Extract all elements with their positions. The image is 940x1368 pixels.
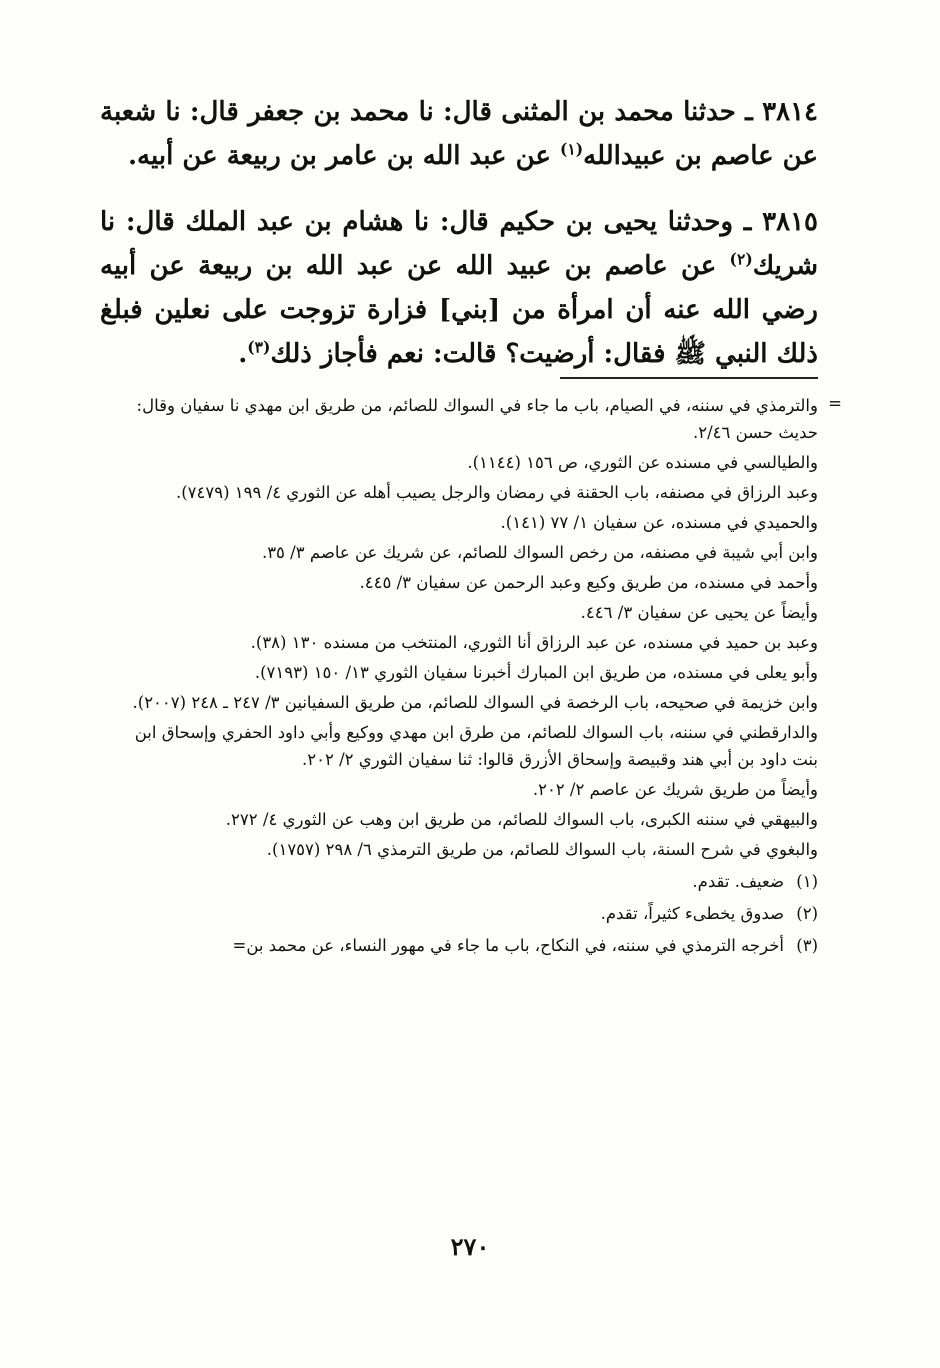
hadith-text: ـ وحدثنا يحيى بن حكيم قال: نا هشام بن عبد الملك قال: نا شريك bbox=[100, 207, 818, 281]
page-number: ٢٧٠ bbox=[450, 1232, 490, 1261]
source-entry: والدارقطني في سننه، باب السواك للصائم، من طرق ابن مهدي ووكيع وأبي داود الحفري وإسحاق ابن بنت داود بن أبي هند وقبيصة وإسحاق الأزرق قالوا: ثنا سفيان الثوري ٢/ ٢٠٢. bbox=[134, 723, 818, 769]
footnote-number: (٢) bbox=[796, 904, 818, 923]
footnote-text: ضعيف. تقدم. bbox=[692, 872, 784, 891]
footnotes-area bbox=[104, 392, 842, 962]
hadith-3815 bbox=[100, 200, 818, 376]
footnote-item bbox=[104, 898, 818, 930]
source-entry: وأيضاً من طريق شريك عن عاصم ٢/ ٢٠٢. bbox=[532, 780, 818, 799]
footnote-list bbox=[104, 866, 818, 962]
hadith-text: ـ حدثنا محمد بن المثنى قال: نا محمد بن جعفر قال: نا شعبة عن عاصم بن عبيدالله bbox=[100, 97, 818, 171]
footnote-text: صدوق يخطىء كثيراً، تقدم. bbox=[600, 904, 784, 923]
source-entry: وأحمد في مسنده، من طريق وكيع وعبد الرحمن عن سفيان ٣/ ٤٤٥. bbox=[359, 573, 818, 592]
hadith-3814 bbox=[100, 90, 818, 178]
footnote-ref[interactable]: (٢) bbox=[729, 249, 753, 269]
footnote-ref[interactable]: (١) bbox=[559, 139, 584, 159]
hadith-text-end: . bbox=[238, 339, 248, 369]
hadith-number: ٣٨١٤ bbox=[762, 97, 818, 127]
source-entry: والترمذي في سننه، في الصيام، باب ما جاء في السواك للصائم، من طريق ابن مهدي نا سفيان وقال: حديث حسن ٢/٤٦. bbox=[136, 396, 818, 442]
source-entry: وابن أبي شيبة في مصنفه، من رخص السواك للصائم، عن شريك عن عاصم ٣/ ٣٥. bbox=[261, 543, 818, 562]
footnote-separator bbox=[560, 377, 818, 379]
source-entry: وأيضاً عن يحيى عن سفيان ٣/ ٤٤٦. bbox=[580, 603, 818, 622]
source-entry: وعبد بن حميد في مسنده، عن عبد الرزاق أنا الثوري، المنتخب من مسنده ١٣٠ (٣٨). bbox=[250, 633, 818, 652]
source-entry: والحميدي في مسنده، عن سفيان ١/ ٧٧ (١٤١). bbox=[500, 513, 818, 532]
hadith-text-cont: عن عبد الله بن عامر بن ربيعة عن أبيه. bbox=[128, 141, 560, 171]
hadith-text-cont: عن عاصم بن عبيد الله عن عبد الله بن ربيعة عن أبيه رضي الله عنه أن امرأة من [بني] فزارة تزوجت على نعلين فبلغ ذلك النبي ﷺ فقال: أرضيت؟ قالت: نعم فأجاز ذلك bbox=[100, 251, 818, 369]
source-entry: وأبو يعلى في مسنده، من طريق ابن المبارك أخبرنا سفيان الثوري ١٣/ ١٥٠ (٧١٩٣). bbox=[254, 663, 818, 682]
continuation-marker: = bbox=[828, 394, 842, 413]
footnote-item bbox=[104, 930, 818, 962]
source-entry: والطيالسي في مسنده عن الثوري، ص ١٥٦ (١١٤٤). bbox=[467, 453, 818, 472]
footnote-number: (٣) bbox=[796, 936, 818, 955]
source-entry: وابن خزيمة في صحيحه، باب الرخصة في السواك للصائم، من طريق السفيانين ٣/ ٢٤٧ ـ ٢٤٨ (٢٠٠٧). bbox=[132, 693, 818, 712]
footnote-text: أخرجه الترمذي في سننه، في النكاح، باب ما جاء في مهور النساء، عن محمد بن= bbox=[232, 936, 784, 955]
source-entry: وعبد الرزاق في مصنفه، باب الحقنة في رمضان والرجل يصيب أهله عن الثوري ٤/ ١٩٩ (٧٤٧٩). bbox=[175, 483, 818, 502]
source-entry: والبغوي في شرح السنة، باب السواك للصائم، من طريق الترمذي ٦/ ٢٩٨ (١٧٥٧). bbox=[266, 840, 818, 859]
footnote-ref[interactable]: (٣) bbox=[247, 337, 271, 357]
footnote-item bbox=[104, 866, 818, 898]
footnote-number: (١) bbox=[796, 872, 818, 891]
source-entry: والبيهقي في سننه الكبرى، باب السواك للصائم، من طريق ابن وهب عن الثوري ٤/ ٢٧٢. bbox=[225, 810, 818, 829]
hadith-number: ٣٨١٥ bbox=[762, 207, 818, 237]
